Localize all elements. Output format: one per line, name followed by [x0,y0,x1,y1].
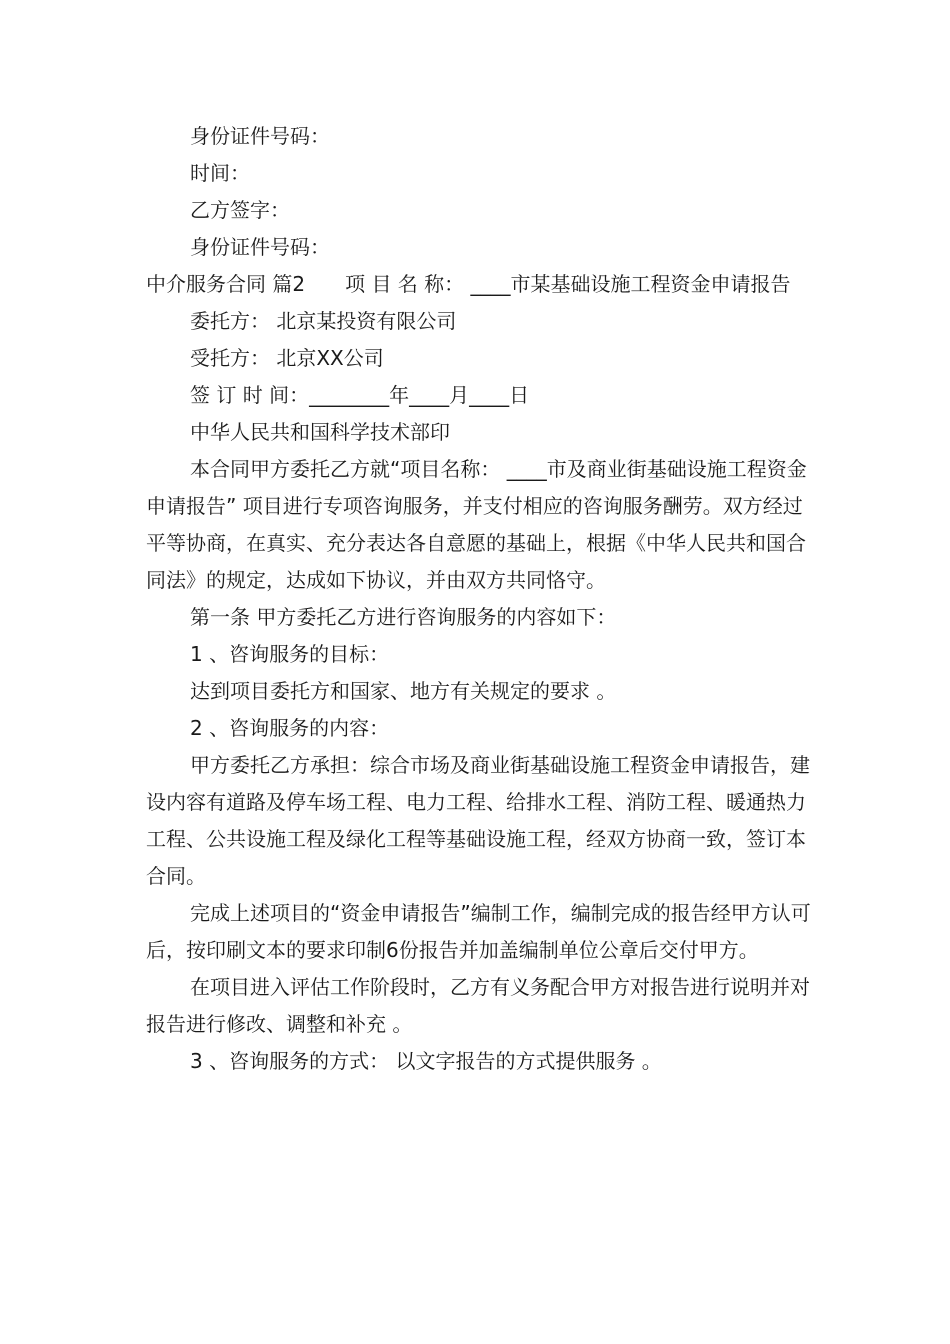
paragraph: 身份证件号码： [190,235,330,259]
paragraph: 本合同甲方委托乙方就“项目名称： ____市及商业街基础设施工程资金申请报告” 项目进行专项咨询服务，并支付相应的咨询服务酬劳。双方经过平等协商，在真实、充分表达各自意愿的基础上，根据《中华人民共和国合同法》的规定，达成如下协议，并由双方共同恪守。 [146,457,807,592]
section-heading: 中介服务合同 篇2 项 目 名 称： ____市某基础设施工程资金申请报告 [146,272,791,296]
paragraph: 1 、咨询服务的目标： [190,642,390,666]
paragraph: 时间： [190,161,250,185]
paragraph: 完成上述项目的“资金申请报告”编制工作，编制完成的报告经甲方认可后，按印刷文本的要求印制6份报告并加盖编制单位公章后交付甲方。 [146,901,811,962]
paragraph: 3 、咨询服务的方式： 以文字报告的方式提供服务 。 [190,1049,662,1073]
paragraph: 签 订 时 间：________年____月____日 [190,383,530,407]
document-body [146,118,811,1080]
paragraph: 达到项目委托方和国家、地方有关规定的要求 。 [190,679,617,703]
paragraph: 在项目进入评估工作阶段时，乙方有义务配合甲方对报告进行说明并对报告进行修改、调整和补充 。 [146,975,810,1036]
paragraph: 第一条 甲方委托乙方进行咨询服务的内容如下： [190,605,617,629]
paragraph: 委托方： 北京某投资有限公司 [190,309,457,333]
paragraph: 2 、咨询服务的内容： [190,716,390,740]
paragraph: 受托方： 北京XX公司 [190,346,384,370]
paragraph: 甲方委托乙方承担：综合市场及商业街基础设施工程资金申请报告，建设内容有道路及停车场工程、电力工程、给排水工程、消防工程、暖通热力工程、公共设施工程及绿化工程等基础设施工程，经双方协商一致，签订本合同。 [146,753,810,888]
paragraph: 乙方签字： [190,198,290,222]
paragraph: 身份证件号码： [190,124,330,148]
paragraph: 中华人民共和国科学技术部印 [190,420,450,444]
